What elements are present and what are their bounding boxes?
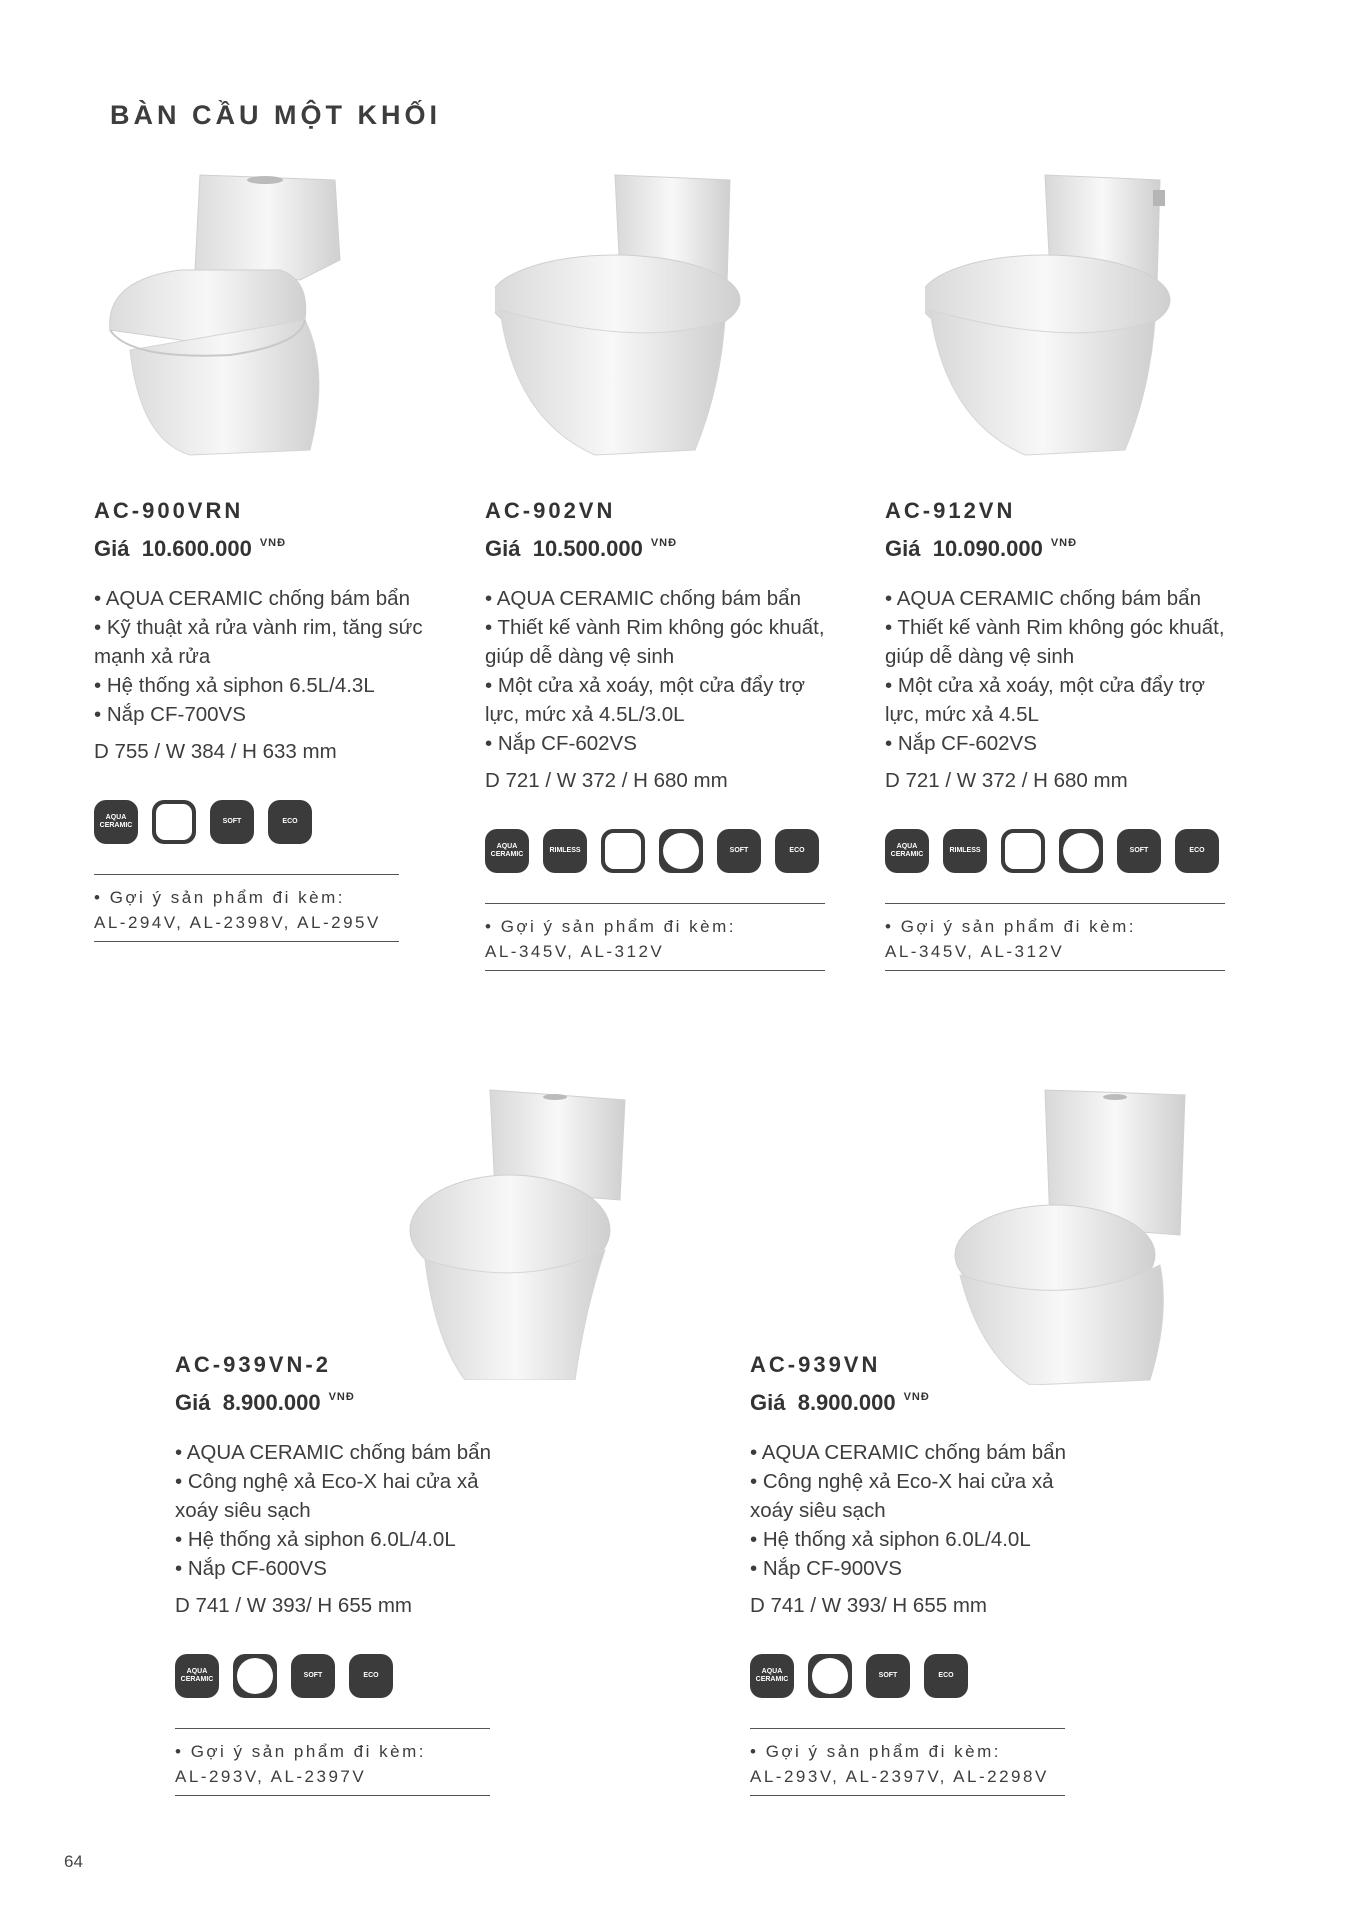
feature-item: • Hệ thống xả siphon 6.0L/4.0L — [750, 1525, 1090, 1554]
flush-icon — [808, 1654, 852, 1698]
suggest-label: • Gợi ý sản phẩm đi kèm: — [175, 1742, 426, 1761]
product-dimensions: D 721 / W 372 / H 680 mm — [485, 769, 728, 792]
feature-item: • Công nghệ xả Eco-X hai cửa xả xoáy siêu sạch — [175, 1467, 515, 1525]
feature-item: • Một cửa xả xoáy, một cửa đẩy trợ lực, mức xả 4.5L/3.0L — [485, 671, 830, 729]
eco-icon: ECO — [268, 800, 312, 844]
feature-item: • AQUA CERAMIC chống bám bẩn — [485, 584, 830, 613]
feature-item: • Nắp CF-900VS — [750, 1554, 1090, 1583]
product-model: AC-900VRN — [94, 498, 244, 523]
price-prefix: Giá — [750, 1390, 786, 1415]
suggest-items: AL-345V, AL-312V — [485, 942, 665, 961]
price-value: 10.090.000 — [932, 536, 1043, 561]
feature-item: • AQUA CERAMIC chống bám bẩn — [885, 584, 1230, 613]
price-currency: VNĐ — [328, 1391, 355, 1403]
product-model: AC-902VN — [485, 498, 616, 523]
feature-list — [885, 584, 1230, 758]
product-card — [485, 496, 830, 971]
product-image-ac-902vn — [495, 170, 745, 460]
feature-icons — [94, 800, 434, 844]
rimless-icon: RIMLESS — [943, 829, 987, 873]
price-currency: VNĐ — [259, 537, 287, 549]
siphon-icon — [152, 800, 196, 844]
product-image-ac-900vrn — [100, 170, 350, 460]
feature-list — [175, 1438, 515, 1583]
feature-item: • Nắp CF-602VS — [885, 729, 1230, 758]
suggest-label: • Gợi ý sản phẩm đi kèm: — [485, 917, 736, 936]
feature-item: • Hệ thống xả siphon 6.0L/4.0L — [175, 1525, 515, 1554]
flush-icon — [1059, 829, 1103, 873]
suggest-label: • Gợi ý sản phẩm đi kèm: — [750, 1742, 1001, 1761]
price-prefix: Giá — [485, 536, 521, 561]
price-currency: VNĐ — [903, 1391, 930, 1403]
feature-icons — [175, 1654, 515, 1698]
suggested-products — [175, 1728, 490, 1796]
aqua-ceramic-icon: AQUA CERAMIC — [885, 829, 929, 873]
price-value: 10.500.000 — [532, 536, 643, 561]
price-currency: VNĐ — [1050, 537, 1078, 549]
clean-icon — [601, 829, 645, 873]
aqua-ceramic-icon: AQUA CERAMIC — [175, 1654, 219, 1698]
feature-icons — [485, 829, 830, 873]
product-model: AC-939VN — [750, 1352, 881, 1377]
product-price — [94, 526, 434, 566]
price-prefix: Giá — [94, 536, 130, 561]
feature-item: • Công nghệ xả Eco-X hai cửa xả xoáy siêu sạch — [750, 1467, 1090, 1525]
feature-item: • AQUA CERAMIC chống bám bẩn — [175, 1438, 515, 1467]
feature-item: • Thiết kế vành Rim không góc khuất, giúp dễ dàng vệ sinh — [485, 613, 830, 671]
product-image-ac-912vn — [925, 170, 1175, 460]
soft-close-icon: SOFT — [866, 1654, 910, 1698]
product-dimensions: D 755 / W 384 / H 633 mm — [94, 740, 337, 763]
price-prefix: Giá — [885, 536, 921, 561]
flush-icon — [233, 1654, 277, 1698]
suggested-products — [485, 903, 825, 971]
price-currency: VNĐ — [650, 537, 678, 549]
feature-item: • AQUA CERAMIC chống bám bẩn — [94, 584, 434, 613]
price-value: 8.900.000 — [222, 1390, 321, 1415]
product-price — [485, 526, 830, 566]
rimless-icon: RIMLESS — [543, 829, 587, 873]
product-dimensions: D 721 / W 372 / H 680 mm — [885, 769, 1128, 792]
product-card — [750, 1350, 1090, 1796]
feature-list — [94, 584, 434, 729]
soft-close-icon: SOFT — [1117, 829, 1161, 873]
feature-item: • Nắp CF-602VS — [485, 729, 830, 758]
product-card — [885, 496, 1230, 971]
product-price — [885, 526, 1230, 566]
suggest-label: • Gợi ý sản phẩm đi kèm: — [94, 888, 345, 907]
clean-icon — [1001, 829, 1045, 873]
product-dimensions: D 741 / W 393/ H 655 mm — [750, 1594, 987, 1617]
suggest-label: • Gợi ý sản phẩm đi kèm: — [885, 917, 1136, 936]
product-card — [94, 496, 434, 942]
eco-icon: ECO — [1175, 829, 1219, 873]
product-price — [750, 1380, 1090, 1420]
product-card — [175, 1350, 515, 1796]
feature-item: • Một cửa xả xoáy, một cửa đẩy trợ lực, mức xả 4.5L — [885, 671, 1230, 729]
price-prefix: Giá — [175, 1390, 211, 1415]
product-price — [175, 1380, 515, 1420]
product-image-ac-939vn — [950, 1085, 1190, 1385]
feature-item: • Nắp CF-600VS — [175, 1554, 515, 1583]
feature-item: • AQUA CERAMIC chống bám bẩn — [750, 1438, 1090, 1467]
flush-icon — [659, 829, 703, 873]
eco-icon: ECO — [775, 829, 819, 873]
soft-close-icon: SOFT — [291, 1654, 335, 1698]
feature-icons — [750, 1654, 1090, 1698]
aqua-ceramic-icon: AQUA CERAMIC — [750, 1654, 794, 1698]
feature-item: • Hệ thống xả siphon 6.5L/4.3L — [94, 671, 434, 700]
suggest-items: AL-294V, AL-2398V, AL-295V — [94, 913, 381, 932]
feature-icons — [885, 829, 1230, 873]
feature-list — [485, 584, 830, 758]
feature-item: • Nắp CF-700VS — [94, 700, 434, 729]
suggest-items: AL-345V, AL-312V — [885, 942, 1065, 961]
soft-close-icon: SOFT — [210, 800, 254, 844]
suggested-products — [750, 1728, 1065, 1796]
eco-icon: ECO — [349, 1654, 393, 1698]
price-value: 10.600.000 — [141, 536, 252, 561]
feature-item: • Kỹ thuật xả rửa vành rim, tăng sức mạnh xả rửa — [94, 613, 434, 671]
feature-item: • Thiết kế vành Rim không góc khuất, giúp dễ dàng vệ sinh — [885, 613, 1230, 671]
product-image-ac-939vn-2 — [405, 1080, 635, 1380]
page-number: 64 — [64, 1852, 83, 1871]
product-model: AC-939VN-2 — [175, 1352, 331, 1377]
suggested-products — [885, 903, 1225, 971]
aqua-ceramic-icon: AQUA CERAMIC — [485, 829, 529, 873]
eco-icon: ECO — [924, 1654, 968, 1698]
suggest-items: AL-293V, AL-2397V, AL-2298V — [750, 1767, 1049, 1786]
price-value: 8.900.000 — [797, 1390, 896, 1415]
suggested-products — [94, 874, 399, 942]
product-dimensions: D 741 / W 393/ H 655 mm — [175, 1594, 412, 1617]
soft-close-icon: SOFT — [717, 829, 761, 873]
aqua-ceramic-icon: AQUA CERAMIC — [94, 800, 138, 844]
page-title: BÀN CẦU MỘT KHỐI — [110, 100, 441, 130]
product-model: AC-912VN — [885, 498, 1016, 523]
feature-list — [750, 1438, 1090, 1583]
suggest-items: AL-293V, AL-2397V — [175, 1767, 367, 1786]
